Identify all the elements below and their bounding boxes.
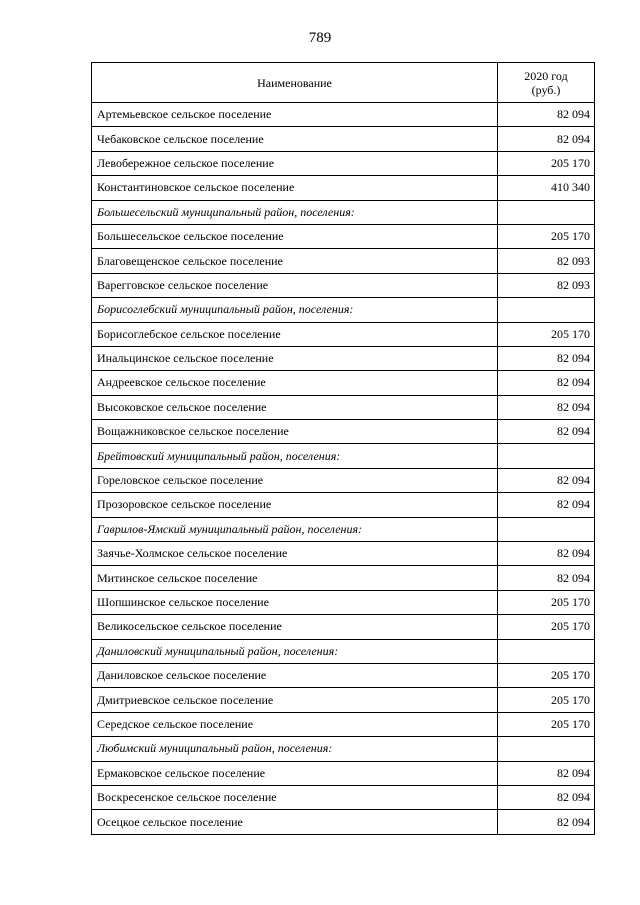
row-name: Благовещенское сельское поселение — [92, 249, 498, 273]
row-name: Варегговское сельское поселение — [92, 273, 498, 297]
row-value: 82 094 — [498, 785, 595, 809]
row-value — [498, 298, 595, 322]
table-body — [92, 103, 595, 835]
district-heading-row — [92, 444, 595, 468]
row-value: 205 170 — [498, 151, 595, 175]
row-value: 82 094 — [498, 371, 595, 395]
table-row — [92, 688, 595, 712]
row-name: Дмитриевское сельское поселение — [92, 688, 498, 712]
settlements-table — [91, 62, 595, 835]
row-value: 205 170 — [498, 663, 595, 687]
row-value: 205 170 — [498, 688, 595, 712]
table-row — [92, 542, 595, 566]
table-header — [92, 63, 595, 103]
row-name: Левобережное сельское поселение — [92, 151, 498, 175]
row-value: 205 170 — [498, 712, 595, 736]
table-row — [92, 566, 595, 590]
table-row — [92, 371, 595, 395]
row-name: Большесельское сельское поселение — [92, 224, 498, 248]
row-value: 205 170 — [498, 224, 595, 248]
table-row — [92, 322, 595, 346]
row-name: Даниловское сельское поселение — [92, 663, 498, 687]
row-name: Митинское сельское поселение — [92, 566, 498, 590]
district-heading-row — [92, 737, 595, 761]
row-name: Даниловский муниципальный район, поселения: — [92, 639, 498, 663]
header-year-line2: (руб.) — [531, 82, 561, 97]
table-row — [92, 346, 595, 370]
table-row — [92, 615, 595, 639]
table-row — [92, 493, 595, 517]
row-value — [498, 517, 595, 541]
table-row — [92, 273, 595, 297]
header-row — [92, 63, 595, 103]
row-value: 82 093 — [498, 273, 595, 297]
row-value: 82 094 — [498, 542, 595, 566]
row-value: 205 170 — [498, 322, 595, 346]
row-value: 82 094 — [498, 420, 595, 444]
table-row — [92, 224, 595, 248]
row-name: Андреевское сельское поселение — [92, 371, 498, 395]
header-name: Наименование — [92, 63, 498, 103]
table-row — [92, 103, 595, 127]
table-row — [92, 420, 595, 444]
row-name: Высоковское сельское поселение — [92, 395, 498, 419]
table-row — [92, 712, 595, 736]
table-row — [92, 810, 595, 834]
row-name: Шопшинское сельское поселение — [92, 590, 498, 614]
row-name: Борисоглебский муниципальный район, поселения: — [92, 298, 498, 322]
row-name: Любимский муниципальный район, поселения: — [92, 737, 498, 761]
table-row — [92, 151, 595, 175]
district-heading-row — [92, 639, 595, 663]
row-value: 82 094 — [498, 810, 595, 834]
table-row — [92, 663, 595, 687]
district-heading-row — [92, 517, 595, 541]
row-name: Середское сельское поселение — [92, 712, 498, 736]
row-name: Великосельское сельское поселение — [92, 615, 498, 639]
row-name: Прозоровское сельское поселение — [92, 493, 498, 517]
row-value — [498, 639, 595, 663]
row-value — [498, 444, 595, 468]
row-name: Артемьевское сельское поселение — [92, 103, 498, 127]
table-row — [92, 249, 595, 273]
row-name: Заячье-Холмское сельское поселение — [92, 542, 498, 566]
row-name: Гаврилов-Ямский муниципальный район, поселения: — [92, 517, 498, 541]
row-value — [498, 200, 595, 224]
page-number: 789 — [308, 30, 332, 46]
table-row — [92, 176, 595, 200]
table-row — [92, 785, 595, 809]
row-value: 82 094 — [498, 493, 595, 517]
row-name: Гореловское сельское поселение — [92, 468, 498, 492]
row-name: Борисоглебское сельское поселение — [92, 322, 498, 346]
district-heading-row — [92, 200, 595, 224]
row-name: Брейтовский муниципальный район, поселения: — [92, 444, 498, 468]
row-value: 82 094 — [498, 468, 595, 492]
row-value: 205 170 — [498, 590, 595, 614]
row-name: Воскресенское сельское поселение — [92, 785, 498, 809]
row-value: 82 094 — [498, 761, 595, 785]
table-row — [92, 395, 595, 419]
row-name: Ермаковское сельское поселение — [92, 761, 498, 785]
row-value: 82 094 — [498, 566, 595, 590]
row-name: Инальцинское сельское поселение — [92, 346, 498, 370]
row-value: 82 094 — [498, 127, 595, 151]
row-value: 82 093 — [498, 249, 595, 273]
row-name: Большесельский муниципальный район, поселения: — [92, 200, 498, 224]
row-name: Вощажниковское сельское поселение — [92, 420, 498, 444]
row-value: 82 094 — [498, 103, 595, 127]
row-value: 82 094 — [498, 346, 595, 370]
table-row — [92, 468, 595, 492]
row-name: Осецкое сельское поселение — [92, 810, 498, 834]
row-value — [498, 737, 595, 761]
table-row — [92, 127, 595, 151]
row-name: Константиновское сельское поселение — [92, 176, 498, 200]
header-year — [498, 63, 595, 103]
district-heading-row — [92, 298, 595, 322]
row-value: 410 340 — [498, 176, 595, 200]
row-name: Чебаковское сельское поселение — [92, 127, 498, 151]
table-row — [92, 761, 595, 785]
row-value: 82 094 — [498, 395, 595, 419]
table-row — [92, 590, 595, 614]
header-year-line1: 2020 год — [524, 68, 568, 83]
row-value: 205 170 — [498, 615, 595, 639]
